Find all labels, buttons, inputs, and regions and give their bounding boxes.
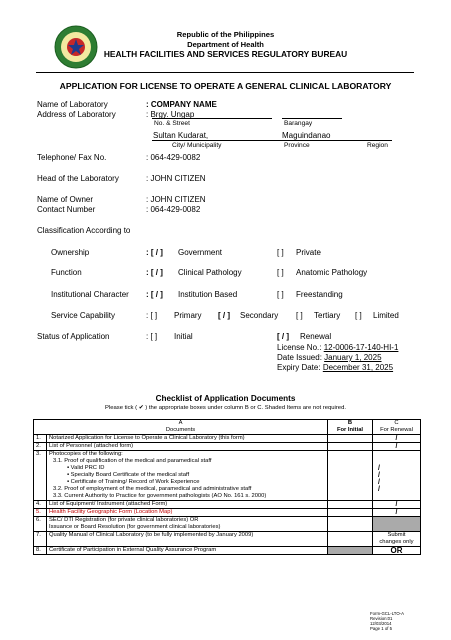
row1-initial-cell[interactable] (328, 435, 373, 443)
service-limited-label: Limited (373, 311, 399, 320)
header-divider (36, 72, 414, 73)
institutional-checkbox-based[interactable]: : [ / ] (146, 290, 163, 299)
head-value: : JOHN CITIZEN (146, 174, 206, 183)
header-republic: Republic of the Philippines (176, 30, 275, 39)
table-row: 4. List of Equipment/ Instrument (attached Form) / (34, 501, 421, 509)
header-department: Department of Health (187, 40, 264, 49)
row6-initial-cell[interactable] (328, 517, 373, 532)
row5-renewal-cell[interactable]: / (373, 509, 421, 517)
header-bureau: HEALTH FACILITIES AND SERVICES REGULATORY BUREAU (103, 49, 348, 59)
row7-renewal-cell[interactable]: Submit changes only (373, 532, 421, 547)
ownership-checkbox-government[interactable]: : [ / ] (146, 248, 163, 257)
street-underline (152, 118, 272, 119)
status-initial-label: Initial (174, 332, 193, 341)
function-checkbox-clinical[interactable]: : [ / ] (146, 268, 163, 277)
table-row: 6. SEC/ DTI Registration (for private clinical laboratories) OR Issuance or Board Resolution (for government clinical laboratories) (34, 517, 421, 532)
function-anatomic-label: Anatomic Pathology (296, 268, 368, 277)
service-checkbox-tertiary[interactable]: [ ] (296, 311, 303, 320)
form-footer: Form-GCL-LTO-A Revision:01 12/03/2014 Page 1 of 5 (370, 611, 404, 631)
row8-renewal-cell[interactable]: OR (373, 547, 421, 555)
col-b-header: B For Initial (328, 420, 373, 435)
telephone-value: : 064-429-0082 (146, 153, 201, 162)
telephone-label: Telephone/ Fax No. (37, 153, 107, 162)
checklist-header-row (34, 420, 421, 435)
table-row: 3. Photocopies of the following: 3.1. Proof of qualification of the medical and paramedical staff ▪ Valid PRC ID ▪ Specialty Board Certificate of the medical staff ▪ Certificate of Training/ Record of Work Experience 3.2. Proof of employment of the medical, paramedical and administrative staff 3.3. Current Authority to Practice for government pathologists (AO No. 161 s. 2000) / / / / (34, 451, 421, 501)
checklist-instruction: Please tick ( ✔ ) the appropriate boxes under column B or C. Shaded Items are not required. (104, 405, 346, 411)
row1-renewal-cell[interactable]: / (373, 435, 421, 443)
form-title: APPLICATION FOR LICENSE TO OPERATE A GENERAL CLINICAL LABORATORY (59, 81, 392, 91)
lab-address-value: : Brgy. Ungap (146, 110, 195, 119)
head-label: Head of the Laboratory (37, 174, 119, 183)
contact-label: Contact Number (37, 205, 96, 214)
status-label: Status of Application (37, 332, 110, 341)
service-checkbox-limited[interactable]: [ ] (355, 311, 362, 320)
row3-initial-cell[interactable] (328, 451, 373, 501)
col-a-header: A Documents (34, 420, 328, 435)
lab-name-label: Name of Laboratory (37, 100, 108, 109)
col-c-header: C For Renewal (373, 420, 421, 435)
function-checkbox-anatomic[interactable]: [ ] (277, 268, 284, 277)
row3-renewal-cell[interactable]: / / / / (373, 451, 421, 501)
classification-label: Classification According to (37, 226, 131, 235)
lab-name-value: : COMPANY NAME (146, 100, 217, 109)
service-tertiary-label: Tertiary (314, 311, 341, 320)
lab-address-label: Address of Laboratory (37, 110, 116, 119)
row2-renewal-cell[interactable]: / (373, 443, 421, 451)
ownership-checkbox-private[interactable]: [ ] (277, 248, 284, 257)
institutional-checkbox-freestanding[interactable]: [ ] (277, 290, 284, 299)
city-value: Sultan Kudarat, (153, 131, 209, 140)
license-number: License No.: 12-0006-17-140-HI-1 (277, 343, 399, 352)
status-checkbox-renewal[interactable]: [ / ] (277, 332, 289, 341)
checklist-title: Checklist of Application Documents (155, 394, 296, 403)
barangay-caption: Barangay (284, 120, 313, 127)
contact-value: : 064-429-0082 (146, 205, 201, 214)
service-checkbox-primary[interactable]: : [ ] (146, 311, 158, 320)
ownership-private-label: Private (296, 248, 321, 257)
status-checkbox-initial[interactable]: : [ ] (146, 332, 158, 341)
institutional-label: Institutional Character (51, 290, 129, 299)
service-checkbox-secondary[interactable]: [ / ] (218, 311, 230, 320)
table-row: 8. Certificate of Participation in External Quality Assurance Program OR (34, 547, 421, 555)
function-clinical-label: Clinical Pathology (178, 268, 242, 277)
table-row: 1. Notarized Application for License to Operate a Clinical Laboratory (this form) / (34, 435, 421, 443)
row4-renewal-cell[interactable]: / (373, 501, 421, 509)
expiry-date: Expiry Date: December 31, 2025 (277, 363, 394, 372)
province-caption: Province (284, 142, 310, 149)
row4-initial-cell[interactable] (328, 501, 373, 509)
owner-value: : JOHN CITIZEN (146, 195, 206, 204)
table-row: 2. List of Personnel (attached form) / (34, 443, 421, 451)
row7-initial-cell[interactable] (328, 532, 373, 547)
barangay-underline (282, 118, 342, 119)
table-row: 7. Quality Manual of Clinical Laboratory (to be fully implemented by January 2009) Submit changes only (34, 532, 421, 547)
institutional-based-label: Institution Based (178, 290, 238, 299)
service-secondary-label: Secondary (240, 311, 279, 320)
street-caption: No. & Street (154, 120, 190, 127)
status-renewal-label: Renewal (300, 332, 332, 341)
service-primary-label: Primary (174, 311, 202, 320)
ownership-label: Ownership (51, 248, 90, 257)
ownership-government-label: Government (178, 248, 223, 257)
region-caption: Region (367, 142, 388, 149)
row2-initial-cell[interactable] (328, 443, 373, 451)
function-label: Function (51, 268, 82, 277)
row8-initial-cell (328, 547, 373, 555)
checklist-table (33, 419, 421, 555)
row5-initial-cell[interactable] (328, 509, 373, 517)
service-label: Service Capability (51, 311, 116, 320)
table-row: 5. Health Facility Geographic Form (Location Map) / (34, 509, 421, 517)
institutional-freestanding-label: Freestanding (296, 290, 343, 299)
province-value: Maguindanao (282, 131, 331, 140)
owner-label: Name of Owner (37, 195, 94, 204)
city-caption: City/ Municipality (172, 142, 222, 149)
city-underline (152, 140, 392, 141)
row6-renewal-cell (373, 517, 421, 532)
date-issued: Date Issued: January 1, 2025 (277, 353, 382, 362)
